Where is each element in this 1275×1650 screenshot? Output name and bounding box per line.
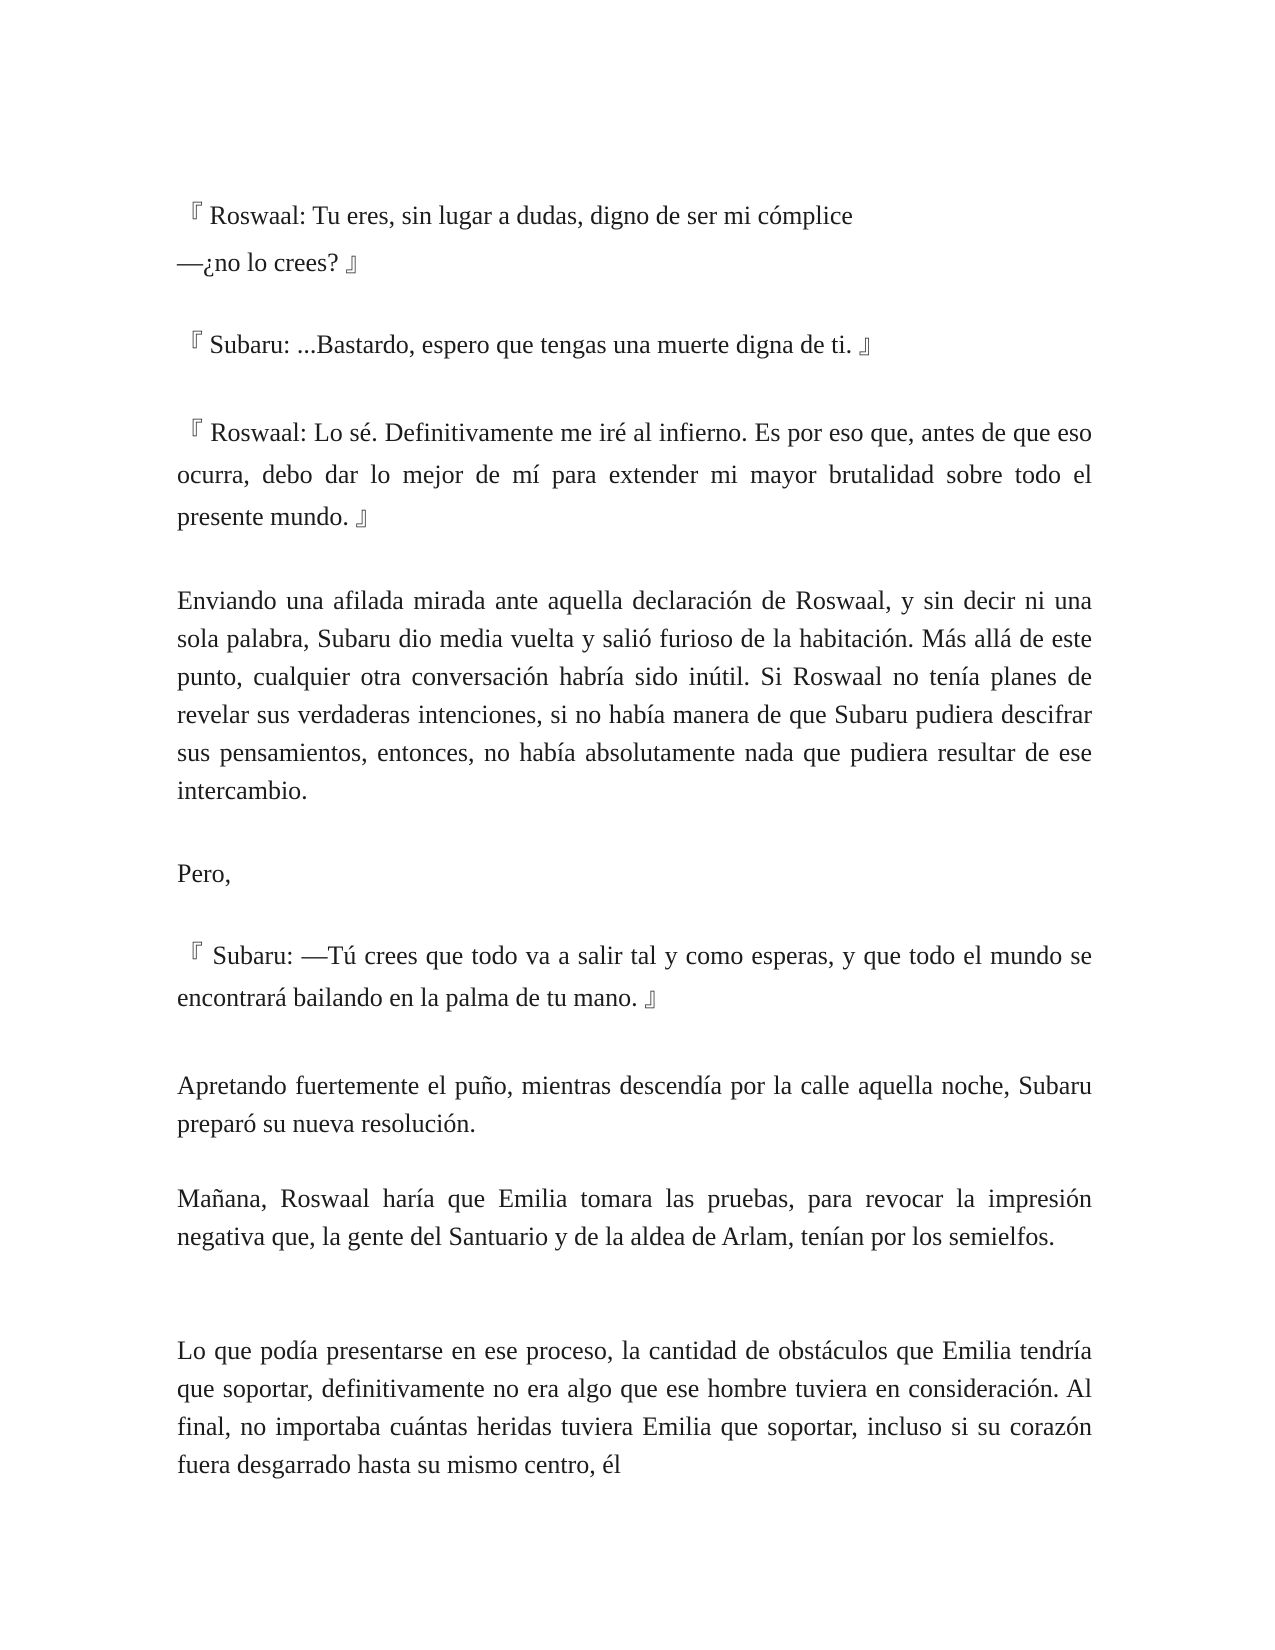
paragraph-tomorrow: Mañana, Roswaal haría que Emilia tomara las pruebas, para revocar la impresión negativa que, la gente del Santuario y de la aldea de Arlam, tenían por los semielfos. <box>177 1184 1092 1251</box>
dialogue-roswaal-hell: 『 Roswaal: Lo sé. Definitivamente me iré al infierno. Es por eso que, antes de que eso ocurra, debo dar lo mejor de mí para extender mi mayor brutalidad sobre todo el presente mundo. 』 <box>177 418 1092 531</box>
paragraph-pero: Pero, <box>177 859 232 888</box>
dialogue-subaru-bastard: 『 Subaru: ...Bastardo, espero que tengas una muerte digna de ti. 』 <box>177 330 885 359</box>
paragraph-subaru-leaves: Enviando una afilada mirada ante aquella declaración de Roswaal, y sin decir ni una sola palabra, Subaru dio media vuelta y salió furioso de la habitación. Más allá de este punto, cualquier otra conversación habría sido inútil. Si Roswaal no tenía planes de revelar sus verdaderas intenciones, si no había manera de que Subaru pudiera descifrar sus pensamientos, entonces, no había absolutamente nada que pudiera resultar de ese intercambio. <box>177 586 1092 805</box>
dialogue-line: 『 Roswaal: Tu eres, sin lugar a dudas, digno de ser mi cómplice <box>177 201 853 230</box>
dialogue-roswaal-accomplice <box>177 192 1092 286</box>
paragraph-obstacles: Lo que podía presentarse en ese proceso, la cantidad de obstáculos que Emilia tendría que soportar, definitivamente no era algo que ese hombre tuviera en consideración. Al final, no importaba cuántas heridas tuviera Emilia que soportar, incluso si su corazón fuera desgarrado hasta su mismo centro, él <box>177 1336 1092 1479</box>
paragraph-resolution: Apretando fuertemente el puño, mientras descendía por la calle aquella noche, Subaru preparó su nueva resolución. <box>177 1071 1092 1138</box>
dialogue-subaru-palm: 『 Subaru: —Tú crees que todo va a salir tal y como esperas, y que todo el mundo se encontrará bailando en la palma de tu mano. 』 <box>177 941 1092 1012</box>
dialogue-line: —¿no lo crees? 』 <box>177 248 372 277</box>
